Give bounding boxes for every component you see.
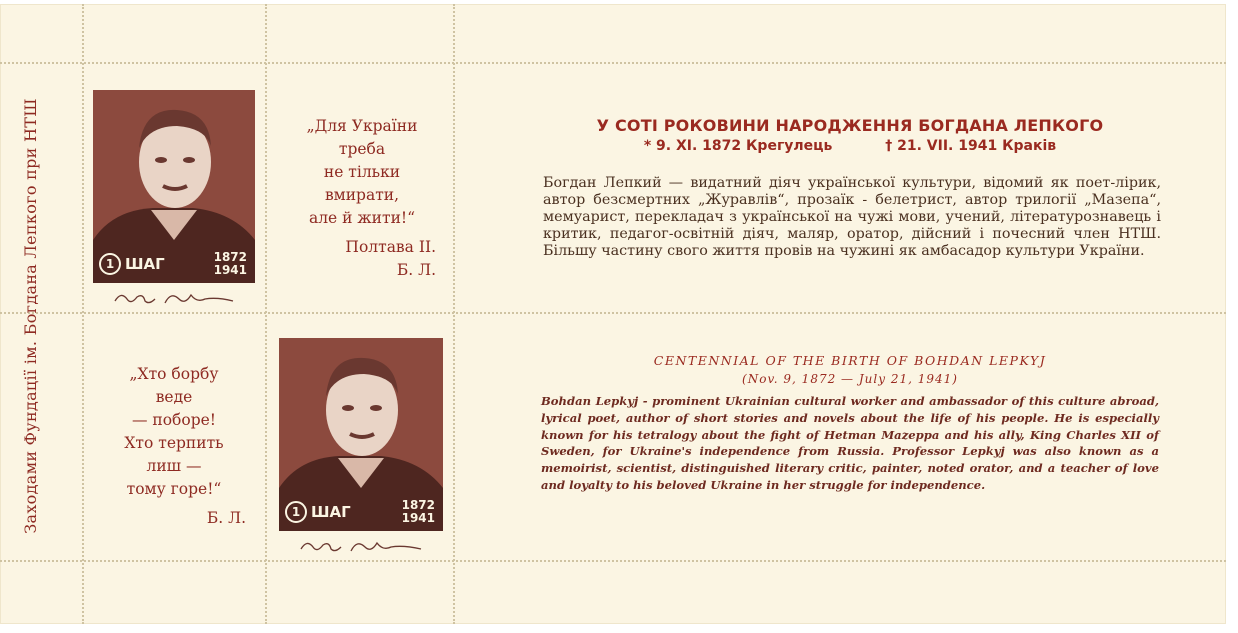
english-dates: (Nov. 9, 1872 — July 21, 1941) <box>742 372 958 386</box>
quote-line: не тільки <box>323 163 401 181</box>
denomination-unit: ШАГ <box>125 255 165 273</box>
quote-bottom <box>92 363 256 530</box>
quote-line: — поборе! <box>131 411 217 429</box>
denomination-unit: ШАГ <box>311 503 351 521</box>
quote-line: але й жити!“ <box>308 209 416 227</box>
year-start: 1872 <box>401 498 435 512</box>
birth-date: * 9. XI. 1872 Крегулець <box>643 138 833 154</box>
perforation-line <box>0 560 1226 562</box>
year-start: 1872 <box>213 250 247 264</box>
quote-place: Полтава II. <box>345 238 436 256</box>
perforation-line <box>265 4 267 624</box>
stamp-denomination <box>285 501 351 523</box>
stamp-years <box>214 251 247 277</box>
ukrainian-biography: Богдан Лепкий — видатний діяч української культури, відомий як поет-лірик, автор безсмертних „Журавлів“, прозаїк - белетрист, автор трилогії „Мазепа“, мемуарист, перекладач з української на чужі мови, учений, літературознавець і критик, педагог-освітній діяч, маляр, оратор, дійсний і почесний член НТШ. Більшу частину свого життя провів на чужині як амбасадор культури України. <box>543 175 1161 259</box>
quote-line: Хто терпить <box>124 434 224 452</box>
year-end: 1941 <box>213 263 247 277</box>
death-date: † 21. VII. 1941 Краків <box>885 138 1057 154</box>
stamp-image <box>93 90 255 283</box>
stamp-portrait-top <box>93 90 255 312</box>
stamp-years <box>402 499 435 525</box>
perforation-line <box>0 62 1226 64</box>
english-biography: Bohdan Lepkyj - prominent Ukrainian cultural worker and ambassador of this culture abroad, lyrical poet, author of short stories and novels about the life of his people. He is especially known for his tetralogy about the fight of Hetman Mazeppa and his ally, King Charles XII of Sweden, for Ukraine's independence from Russia. Professor Lepkyj was also known as a memoirist, scientist, distinguished literary critic, painter, noted orator, and a teacher of love and loyalty to his beloved Ukraine in her struggle for independence. <box>541 394 1159 492</box>
denomination-number: 1 <box>285 501 307 523</box>
perforation-line <box>0 312 1226 314</box>
souvenir-sheet <box>0 4 1226 624</box>
quote-line: вмирати, <box>324 186 400 204</box>
stamp-denomination <box>99 253 165 275</box>
perforation-line <box>82 4 84 624</box>
stamp-portrait-bottom <box>279 338 443 560</box>
quote-line: „Для України <box>306 117 418 135</box>
quote-initials: Б. Л. <box>396 261 436 279</box>
quote-line: веде <box>155 388 193 406</box>
ukrainian-title: У СОТІ РОКОВИНИ НАРОДЖЕННЯ БОГДАНА ЛЕПКОГО <box>596 116 1104 135</box>
stamp-image <box>279 338 443 531</box>
quote-line: треба <box>338 140 386 158</box>
signature-icon <box>93 287 255 311</box>
year-end: 1941 <box>401 511 435 525</box>
quote-line: лиш — <box>146 457 202 475</box>
ukrainian-headline <box>470 116 1230 154</box>
ukrainian-dates <box>470 138 1230 154</box>
signature-icon <box>279 535 443 559</box>
vertical-caption: Заходами Фундації ім. Богдана Лепкого при НТШ <box>21 98 40 534</box>
english-headline <box>470 353 1230 386</box>
quote-line: тому горе!“ <box>126 480 222 498</box>
quote-top <box>278 115 446 282</box>
denomination-number: 1 <box>99 253 121 275</box>
perforation-line <box>453 4 455 624</box>
english-title: CENTENNIAL OF THE BIRTH OF BOHDAN LEPKYJ <box>653 353 1047 368</box>
quote-initials: Б. Л. <box>206 509 246 527</box>
quote-line: „Хто борбу <box>129 365 219 383</box>
